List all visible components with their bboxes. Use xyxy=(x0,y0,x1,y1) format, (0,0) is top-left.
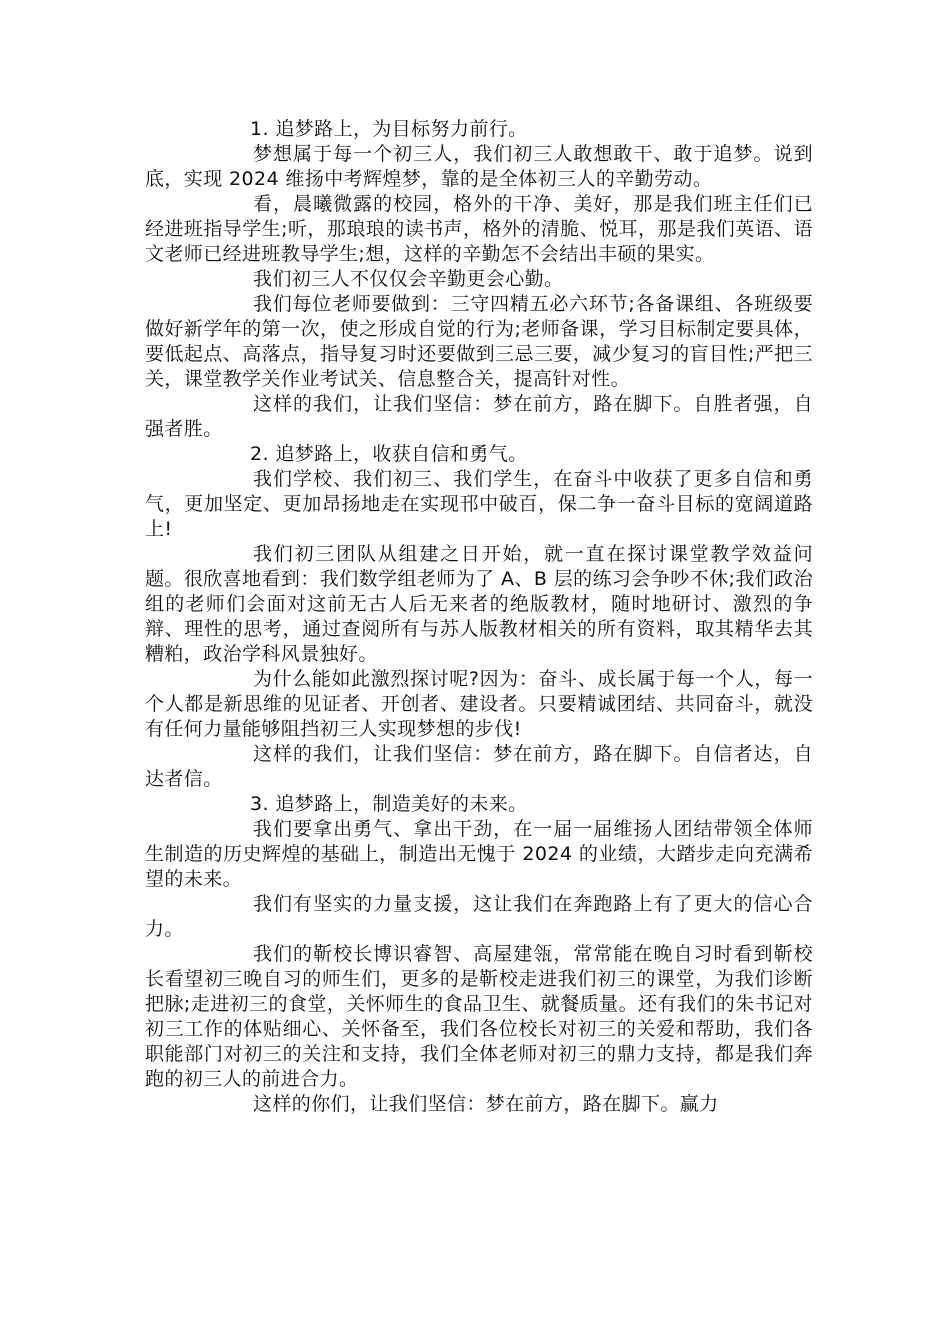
paragraph: 我们的靳校长博识睿智、高屋建瓴，常常能在晚自习时看到靳校长看望初三晚自习的师生们，更多的是靳校走进我们初三的课堂，为我们诊断把脉;走进初三的食堂，关怀师生的食品卫生、就餐质量。还有我们的朱书记对初三工作的体贴细心、关怀备至，我们各位校长对初三的关爱和帮助，我们各职能部门对初三的关注和支持，我们全体老师对初三的鼎力支持，都是我们奔跑的初三人的前进合力。 xyxy=(145,943,813,1090)
paragraph: 我们初三人不仅仅会辛勤更会心勤。 xyxy=(253,268,564,290)
paragraph: 这样的你们，让我们坚信：梦在前方，路在脚下。赢力 xyxy=(253,1093,719,1115)
paragraph: 我们学校、我们初三、我们学生，在奋斗中收获了更多自信和勇气，更加坚定、更加昂扬地走在实现邗中破百，保二争一奋斗目标的宽阔道路上! xyxy=(145,468,813,540)
paragraph: 这样的我们，让我们坚信：梦在前方，路在脚下。自信者达，自达者信。 xyxy=(145,743,813,790)
paragraph: 为什么能如此激烈探讨呢?因为：奋斗、成长属于每一个人，每一个人都是新思维的见证者、开创者、建设者。只要精诚团结、共同奋斗，就没有任何力量能够阻挡初三人实现梦想的步伐! xyxy=(145,668,813,740)
section-heading-2: 2. 追梦路上，收获自信和勇气。 xyxy=(250,443,528,465)
paragraph: 我们有坚实的力量支援，这让我们在奔跑路上有了更大的信心合力。 xyxy=(145,893,813,940)
paragraph: 这样的我们，让我们坚信：梦在前方，路在脚下。自胜者强，自强者胜。 xyxy=(145,393,813,440)
document-body xyxy=(145,117,813,1117)
paragraph: 我们初三团队从组建之日开始，就一直在探讨课堂教学效益问题。很欣喜地看到：我们数学组老师为了 A、B 层的练习会争吵不休;我们政治组的老师们会面对这前无古人后无来者的绝版教材，随时地研讨、激烈的争辩、理性的思考，通过查阅所有与苏人版教材相关的所有资料，取其精华去其糟粕，政治学科风景独好。 xyxy=(145,543,813,665)
section-heading-3: 3. 追梦路上，制造美好的未来。 xyxy=(250,793,528,815)
paragraph: 梦想属于每一个初三人，我们初三人敢想敢干、敢于追梦。说到底，实现 2024 维扬中考辉煌梦，靠的是全体初三人的辛勤劳动。 xyxy=(145,143,813,190)
paragraph: 看，晨曦微露的校园，格外的干净、美好，那是我们班主任们已经进班指导学生;听，那琅琅的读书声，格外的清脆、悦耳，那是我们英语、语文老师已经进班教导学生;想，这样的辛勤怎不会结出丰硕的果实。 xyxy=(145,193,813,265)
section-heading-1: 1. 追梦路上，为目标努力前行。 xyxy=(250,118,528,140)
paragraph: 我们每位老师要做到：三守四精五必六环节;各备课组、各班级要做好新学年的第一次，使之形成自觉的行为;老师备课，学习目标制定要具体，要低起点、高落点，指导复习时还要做到三忌三要，减少复习的盲目性;严把三关，课堂教学关作业考试关、信息整合关，提高针对性。 xyxy=(145,293,813,390)
paragraph: 我们要拿出勇气、拿出干劲，在一届一届维扬人团结带领全体师生制造的历史辉煌的基础上，制造出无愧于 2024 的业绩，大踏步走向充满希望的未来。 xyxy=(145,818,813,890)
